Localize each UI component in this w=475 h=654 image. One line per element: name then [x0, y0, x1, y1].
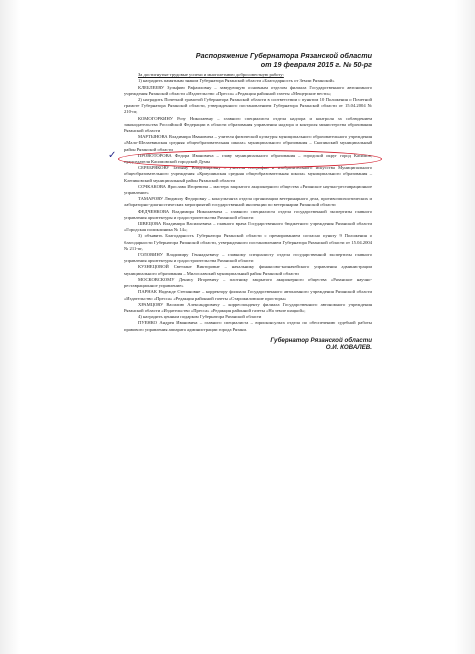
highlighted-paragraph: ПРОВОТОРОВА Федора Ивановича – главу муниципального образования – городской округ город Касимов, председателя Касимовской городской Думы	[124, 152, 372, 165]
paragraph: ШВЕЦОВА Владимира Васильевича – главного врача Государственного бюджетного учреждения Рязанской области «Городская поликлиника № 14»;	[124, 221, 372, 233]
signature-block	[124, 337, 372, 352]
paragraph: ТАМАРОВУ Людмилу Федоровну – консультанта отдела организации ветеринарного дела, противоэпизоотических и лабораторно-диагностических мероприятий государственной инспекции по ветеринарии Рязанской области	[124, 196, 372, 208]
paragraph: ХРАМЦОВУ Василию Александровичу – корреспонденту филиала Государственного автономного учреждения Рязанской области «Издательство «Пресса» «Редакция районной газеты «На земле шацкой»;	[124, 301, 372, 313]
paragraph: ГОЛОВИНУ Владимиру Геннадьевичу – главному специалисту отдела государственной экспертизы главного управления архитектуры и градостроительства Рязанской области	[124, 252, 372, 264]
paragraph: МОСКОВСКОМУ Денису Игоревичу – плотнику закрытого акционерного общества «Рязанское научно-реставрационное управление»	[124, 276, 372, 289]
document-body	[108, 51, 372, 352]
document-date: от 19 февраля 2015 г. № 50-рг	[260, 59, 372, 69]
paragraph: МАРТЫНОВА Владимира Ивановича – учителя физической культуры муниципального образовательного учреждения «Мало-Шелаевинская средняя общеобразовательная школа» муниципального образования – Скопинский муниципальный район Рязанской области	[124, 134, 372, 152]
document-title: Распоряжение Губернатора Рязанской области	[195, 51, 372, 60]
intro-line: За достигнутые трудовые успехи и многолетнюю добросовестную работу:	[138, 72, 284, 78]
highlighted-entry	[108, 149, 372, 165]
signature-name: О.И. КОВАЛЕВ.	[325, 344, 372, 352]
paragraph: 4) наградить ценным подарком Губернатора Рязанской области	[138, 314, 262, 320]
paragraph: ПУЕНКО Андрея Ивановича – главного специалиста – юрисконсульта отдела по обеспечению судебной работы правового управления аппарата администрации города Рязани.	[124, 320, 372, 332]
red-circle-annotation	[118, 150, 382, 168]
paragraph: 3) объявить Благодарность Губернатора Рязанской области с премированием согласно пункту 9 Положения о благодарности Губернатора Рязанской области, утвержденного постановлением Губернатора Рязанской области от 15.04.2004 № 211-пг,	[124, 233, 372, 251]
paragraph: КУЗНЕЦОВОЙ Светлане Викторовне – начальнику финансово-казначейского управления администрации муниципального образования – Милославский муниципальный район Рязанской области	[124, 264, 372, 276]
paragraph: КЛЕБЛЕЕВУ Зульфию Рафаиловну – заведующую основным отделом филиала Государственного автономного учреждения Рязанской области «Издательство «Пресса» «Редакция районной газеты «Мещерские вести»;	[124, 84, 372, 96]
checkmark-icon: ✓	[108, 149, 117, 161]
paragraph: 2) наградить Почетной грамотой Губернатора Рязанской области в соответствии с пунктом 10 Положения о Почетной грамоте Губернатора Рязанской области, утвержденного постановлением Губернатора Рязанской области от 15.04.2004 № 210-пг,	[124, 97, 372, 115]
signature-title: Губернатор Рязанской области	[270, 336, 372, 344]
paragraph: СЕРЕБРЯКОВУ Татьяну Владимировну – учителя географии и изобразительного искусства Муниципального общеобразовательного учреждения «Криушинская средняя общеобразовательная школа» муниципального образования – Клепиковский муниципальный район Рязанской области	[124, 165, 372, 183]
paragraph: СОЧКАКОВА Ярослава Игоревича – мастера закрытого акционерного общества «Рязанское научно-реставрационное управление»	[124, 183, 372, 196]
paragraph: 1) наградить памятным знаком Губернатора Рязанской области «Благодарность от Земли Рязанской»	[138, 78, 335, 84]
paragraph: ПАРНАК Надежде Степановне – корректору филиала Государственного автономного учреждения Рязанской области «Издательство «Пресса» «Редакция районной газеты «Старожиловские просторы»	[124, 289, 372, 301]
paragraph: КОМОГОРКИНУ Розу Николаевну – главного специалиста отдела надзора и контроля за соблюдением законодательства Российской Федерации в области образования управления надзора и контроля министерства образования Рязанской области	[124, 115, 372, 134]
paragraph: ФЕДЧЕНКОВА Владимира Николаевича – главного специалиста отдела государственной экспертизы главного управления архитектуры и градостроительства Рязанской области	[124, 208, 372, 220]
